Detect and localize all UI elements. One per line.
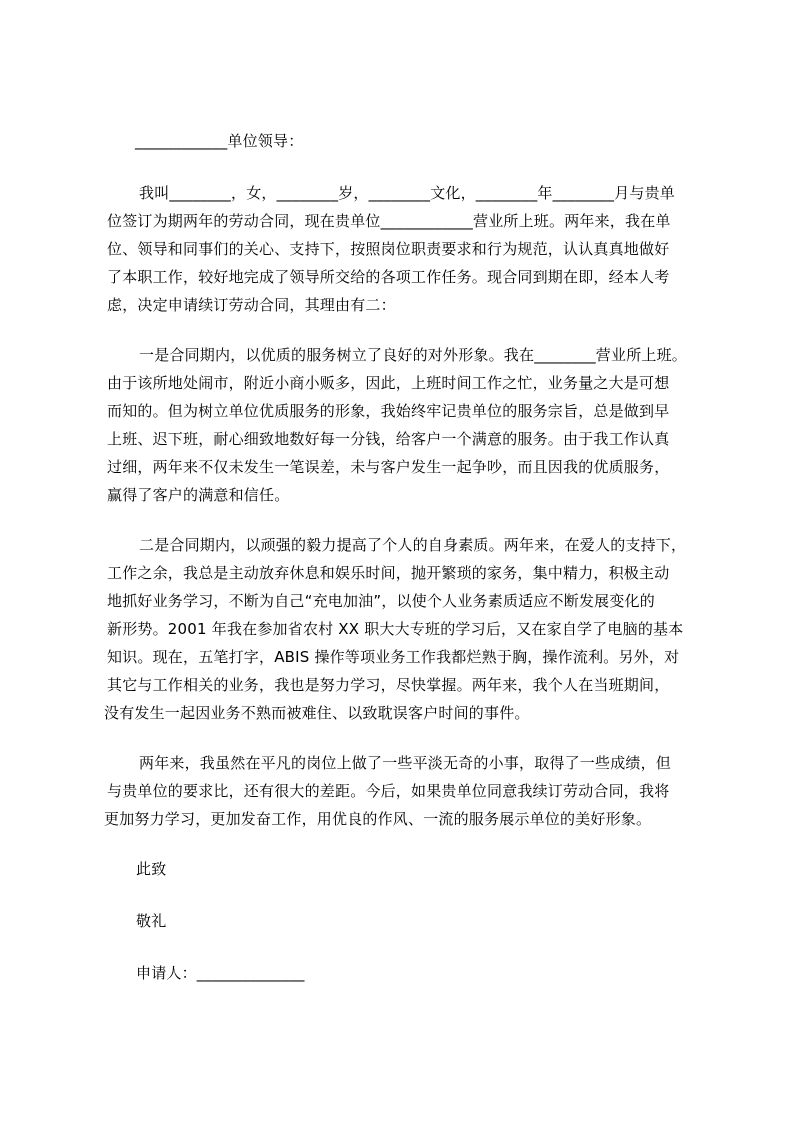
closing-line-2: 敬礼 — [136, 912, 167, 930]
paragraph-4-line-3: 更加努力学习，更加发奋工作，用优良的作风、一流的服务展示单位的美好形象。 — [104, 810, 652, 828]
salutation: ____________单位领导： — [135, 132, 304, 150]
paragraph-2-line-2: 由于该所地处闹市，附近小商小贩多，因此，上班时间工作之忙，业务量之大是可想 — [107, 374, 670, 392]
paragraph-4-line-1: 两年来，我虽然在平凡的岗位上做了一些平淡无奇的小事，取得了一些成绩，但 — [139, 754, 672, 772]
paragraph-2-line-1: 一是合同期内，以优质的服务树立了良好的对外形象。我在________营业所上班。 — [139, 346, 688, 364]
paragraph-3-line-6: 其它与工作相关的业务，我也是努力学习，尽快掌握。两年来，我个人在当班期间， — [107, 676, 670, 694]
paragraph-1-line-3: 位、领导和同事们的关心、支持下，按照岗位职责要求和行为规范，认认真真地做好 — [107, 240, 670, 258]
signature-line: 申请人：______________ — [136, 964, 305, 982]
paragraph-2-line-6: 赢得了客户的满意和信任。 — [107, 486, 290, 504]
paragraph-3-line-4: 新形势。2001 年我在参加省农村 XX 职大大专班的学习后，又在家自学了电脑的基本 — [107, 620, 684, 638]
paragraph-2-line-4: 上班、迟下班，耐心细致地数好每一分钱，给客户一个满意的服务。由于我工作认真 — [107, 430, 670, 448]
paragraph-3-line-3: 地抓好业务学习，不断为自己“充电加油”，以使个人业务素质适应不断发展变化的 — [107, 592, 655, 610]
paragraph-1-line-1: 我叫________，女，________岁，________文化，________年________月与贵单 — [139, 184, 676, 202]
paragraph-1-line-4: 了本职工作，较好地完成了领导所交给的各项工作任务。现合同到期在即，经本人考 — [107, 268, 670, 286]
closing-line-1: 此致 — [136, 860, 167, 878]
paragraph-1-line-5: 虑，决定申请续订劳动合同，其理由有二： — [107, 296, 396, 314]
paragraph-3-line-2: 工作之余，我总是主动放弃休息和娱乐时间，抛开繁琐的家务，集中精力，积极主动 — [107, 564, 670, 582]
paragraph-1-line-2: 位签订为期两年的劳动合同，现在贵单位____________营业所上班。两年来，我在单 — [107, 212, 671, 230]
paragraph-3-line-5: 知识。现在，五笔打字，ABIS 操作等项业务工作我都烂熟于胸，操作流利。另外，对 — [107, 648, 680, 666]
paragraph-4-line-2: 与贵单位的要求比，还有很大的差距。今后，如果贵单位同意我续订劳动合同，我将 — [107, 782, 670, 800]
paragraph-3-line-7: 没有发生一起因业务不熟而被难住、以致耽误客户时间的事件。 — [104, 704, 530, 722]
paragraph-2-line-3: 而知的。但为树立单位优质服务的形象，我始终牢记贵单位的服务宗旨，总是做到早 — [107, 402, 670, 420]
paragraph-2-line-5: 过细，两年来不仅未发生一笔误差，未与客户发生一起争吵，而且因我的优质服务， — [107, 458, 670, 476]
paragraph-3-line-1: 二是合同期内，以顽强的毅力提高了个人的自身素质。两年来，在爱人的支持下， — [139, 536, 687, 554]
